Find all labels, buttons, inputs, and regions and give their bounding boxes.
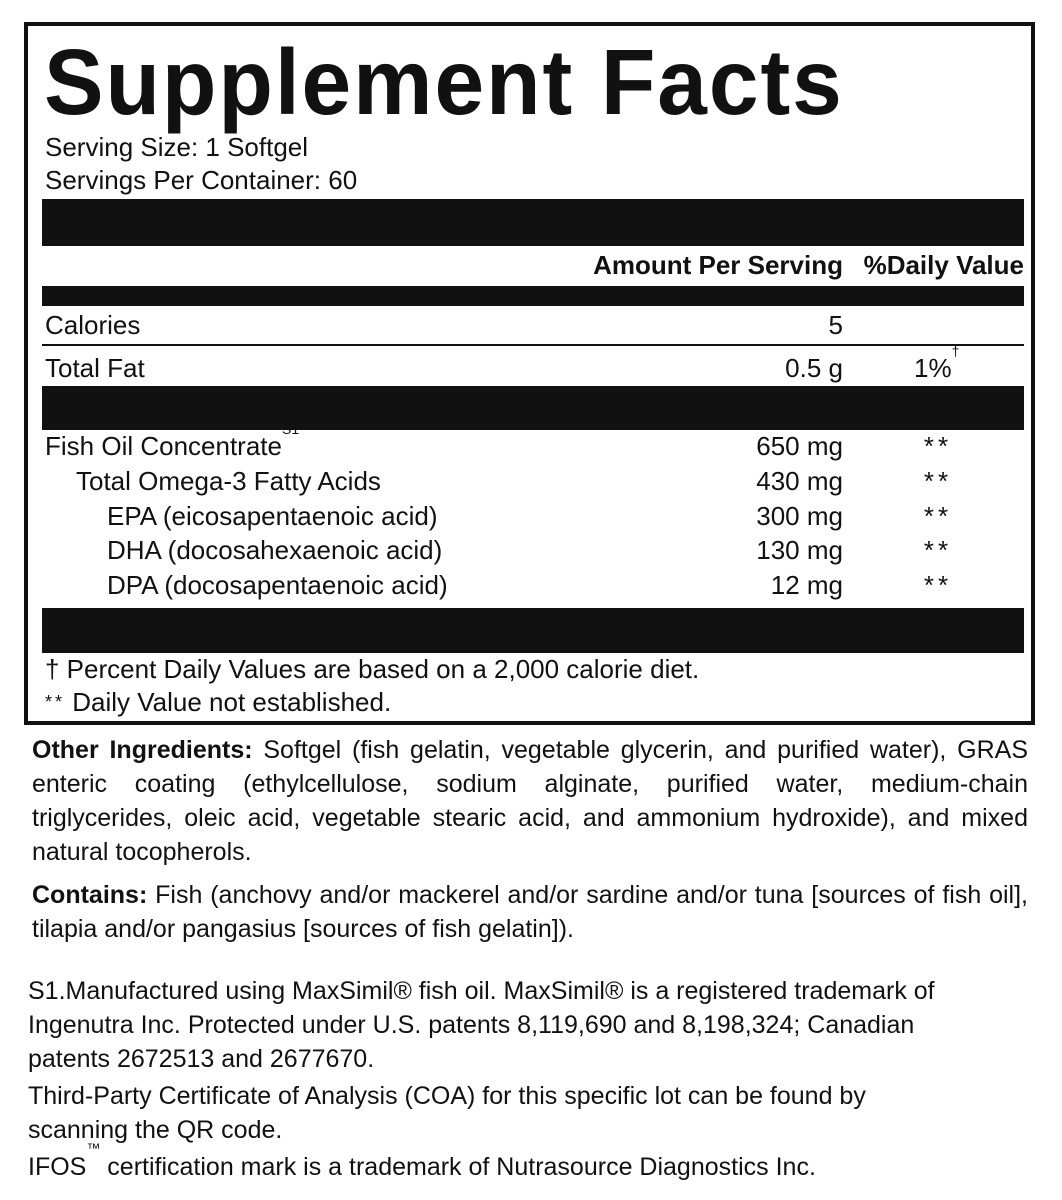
ingredient-name: EPA (eicosapentaenoic acid): [107, 501, 438, 531]
ingredient-dv: **: [923, 466, 953, 496]
row-rule: [42, 344, 1024, 346]
other-ingredients: Other Ingredients: Softgel (fish gelatin, vegetable glycerin, and purified water), GRAS enteric coating (ethylcellulose, sodium alginate, purified water, medium-chain triglycerides, oleic acid, vegetable stearic acid, and ammonium hydroxide), and mixed natural tocopherols.: [32, 736, 1029, 866]
row-total-fat-amount: 0.5 g: [785, 353, 843, 383]
ingredient-amount: 300 mg: [756, 501, 843, 531]
row-calories-amount: 5: [828, 310, 843, 340]
supplement-facts-panel: [24, 22, 1035, 725]
footnote-daily-values: † Percent Daily Values are based on a 2,000 calorie diet.: [45, 654, 700, 684]
footnote-not-established: ** Daily Value not established.: [45, 687, 392, 717]
divider-bar: [42, 386, 1024, 430]
row-calories-name: Calories: [45, 310, 141, 340]
ingredient-amount: 12 mg: [770, 570, 843, 600]
serving-size: Serving Size: 1 Softgel: [45, 132, 309, 162]
ingredient-dv: **: [923, 501, 953, 531]
ingredient-name: Fish Oil Concentrate$^{S1}$: [45, 421, 300, 461]
contains-statement: Contains: Fish (anchovy and/or mackerel and/or sardine and/or tuna [sources of fish oil], tilapia and/or pangasius [sources of fish gelatin]).: [32, 881, 1028, 943]
coa-note-line: scanning the QR code.: [28, 1116, 283, 1144]
divider-bar: [42, 286, 1024, 306]
coa-note-line: Third-Party Certificate of Analysis (COA) for this specific lot can be found by: [28, 1082, 866, 1110]
ingredient-amount: 430 mg: [756, 466, 843, 496]
ingredient-amount: 130 mg: [756, 535, 843, 565]
servings-per-container: Servings Per Container: 60: [45, 165, 358, 195]
ingredient-dv: **: [923, 535, 953, 565]
ingredient-name: DPA (docosapentaenoic acid): [107, 570, 448, 600]
ingredient-amount: 650 mg: [756, 431, 843, 461]
ingredient-dv: **: [923, 431, 953, 461]
ingredient-name: DHA (docosahexaenoic acid): [107, 535, 443, 565]
ifos-note: IFOS™ certification mark is a trademark of Nutrasource Diagnostics Inc.: [28, 1140, 816, 1181]
s1-note-line: Ingenutra Inc. Protected under U.S. patents 8,119,690 and 8,198,324; Canadian: [28, 1011, 915, 1039]
s1-note-line: S1.Manufactured using MaxSimil® fish oil. MaxSimil® is a registered trademark of: [28, 977, 935, 1005]
ingredient-dv: **: [923, 570, 953, 600]
ingredient-name: Total Omega-3 Fatty Acids: [76, 466, 381, 496]
row-total-fat-name: Total Fat: [45, 353, 145, 383]
divider-bar: [42, 199, 1024, 246]
column-header-daily-value: %Daily Value: [863, 250, 1024, 280]
divider-bar: [42, 608, 1024, 653]
label-title: Supplement Facts: [44, 30, 844, 134]
row-total-fat-dv: 1%†: [914, 343, 960, 383]
column-header-amount: Amount Per Serving: [593, 250, 843, 280]
s1-note-line: patents 2672513 and 2677670.: [28, 1045, 375, 1073]
